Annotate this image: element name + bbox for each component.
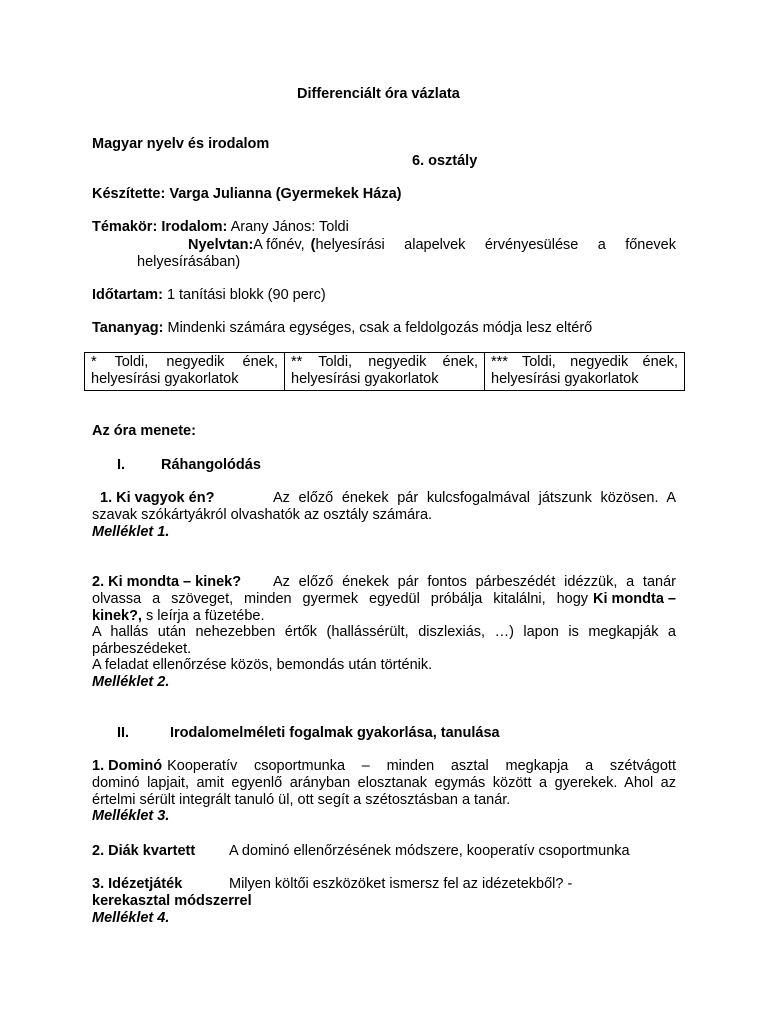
task1-attachment: Melléklet 1.: [92, 524, 170, 540]
task2-text-e: párbeszédeket.: [92, 641, 192, 657]
task1-text-b: szavak szókártyákról olvashatók az osztály számára.: [92, 507, 433, 523]
author: Készítette: Varga Julianna (Gyermekek Háza): [92, 186, 402, 202]
grammar-value-b-wrap: [311, 237, 676, 254]
document-title: Differenciált óra vázlata: [297, 86, 460, 102]
levels-table: [84, 352, 685, 391]
task4-text: A dominó ellenőrzésének módszere, kooperatív csoportmunka: [229, 843, 630, 859]
task2-line-b: [92, 591, 676, 608]
task2-line-c: [92, 608, 265, 625]
task2-text-f: A feladat ellenőrzése közös, bemondás után történik.: [92, 657, 433, 673]
literature-label: Irodalom:: [161, 219, 228, 235]
task2-text-c: s leírja a füzetébe.: [146, 608, 265, 624]
grammar-value-b: helyesírási alapelvek érvényesülése a főnevek: [315, 237, 676, 253]
level-3-cell: *** Toldi, negyedik ének, helyesírási gyakorlatok: [485, 353, 685, 391]
task2-attachment: Melléklet 2.: [92, 674, 170, 690]
task5-text: Milyen költői eszközöket ismersz fel az idézetekből? -: [229, 876, 573, 892]
literature-value: Arany János: Toldi: [230, 219, 349, 235]
section1-title: Ráhangolódás: [161, 457, 261, 473]
grammar-label: Nyelvtan:: [188, 237, 254, 253]
task2-text-b: olvassa a szöveget, minden gyermek egyedül próbálja kitalálni, hogy: [92, 591, 589, 607]
task2-title: 2. Ki mondta – kinek?: [92, 574, 242, 590]
task5-title: 3. Idézetjáték: [92, 876, 183, 892]
task5-attachment: Melléklet 4.: [92, 910, 170, 926]
material-value: Mindenki számára egységes, csak a feldolgozás módja lesz eltérő: [167, 320, 593, 336]
duration-line: [92, 287, 326, 304]
duration-label: Időtartam:: [92, 287, 163, 303]
subject: Magyar nyelv és irodalom: [92, 136, 270, 152]
task3-text-b: dominó lapjait, amit egyenlő arányban elosztanak egymás között a gyerekek. Ahol az: [92, 775, 676, 791]
task4-title: 2. Diák kvartett: [92, 843, 196, 859]
section2-title: Irodalomelméleti fogalmak gyakorlása, tanulása: [170, 725, 500, 741]
task2-text-a: Az előző énekek pár fontos párbeszédét idézzük, a tanár: [273, 574, 676, 590]
level-1-cell: * Toldi, negyedik ének, helyesírási gyakorlatok: [85, 353, 285, 391]
topic-label: Témakör:: [92, 219, 158, 235]
task2-bold-b: Ki mondta –: [593, 591, 676, 607]
material-label: Tananyag:: [92, 320, 164, 336]
task2-text-d: A hallás után nehezebben értők (hallássérült, diszlexiás, …) lapon is megkapják a: [92, 624, 676, 640]
grammar-value-a: A főnév,: [253, 237, 305, 253]
grammar-value-c: helyesírásában): [137, 254, 241, 270]
levels-row: [85, 353, 685, 391]
task1-title: 1. Ki vagyok én?: [100, 490, 215, 506]
level-2-cell: ** Toldi, negyedik ének, helyesírási gyakorlatok: [285, 353, 485, 391]
section2-numeral: II.: [117, 725, 130, 741]
grade: 6. osztály: [412, 153, 478, 169]
topic-literature-line: [92, 219, 349, 236]
grammar-paren: (: [310, 237, 316, 253]
task3-line-a: [92, 758, 676, 775]
material-line: [92, 320, 592, 337]
process-heading: Az óra menete:: [92, 423, 196, 439]
task3-text-c: értelmi sérült integrált tanuló ül, ott segít a szétosztásban a tanár.: [92, 792, 511, 808]
topic-grammar-line: [188, 237, 676, 254]
task3-text-a: Kooperatív csoportmunka – minden asztal megkapja a szétvágott: [167, 758, 676, 774]
task5-method: kerekasztal módszerrel: [92, 893, 252, 909]
section1-numeral: I.: [117, 457, 126, 473]
task2-bold-c: kinek?,: [92, 608, 142, 624]
task3-attachment: Melléklet 3.: [92, 808, 170, 824]
task1-text-a: Az előző énekek pár kulcsfogalmával játszunk közösen. A: [273, 490, 676, 506]
duration-value: 1 tanítási blokk (90 perc): [166, 287, 326, 303]
task3-title: 1. Dominó: [92, 758, 163, 774]
